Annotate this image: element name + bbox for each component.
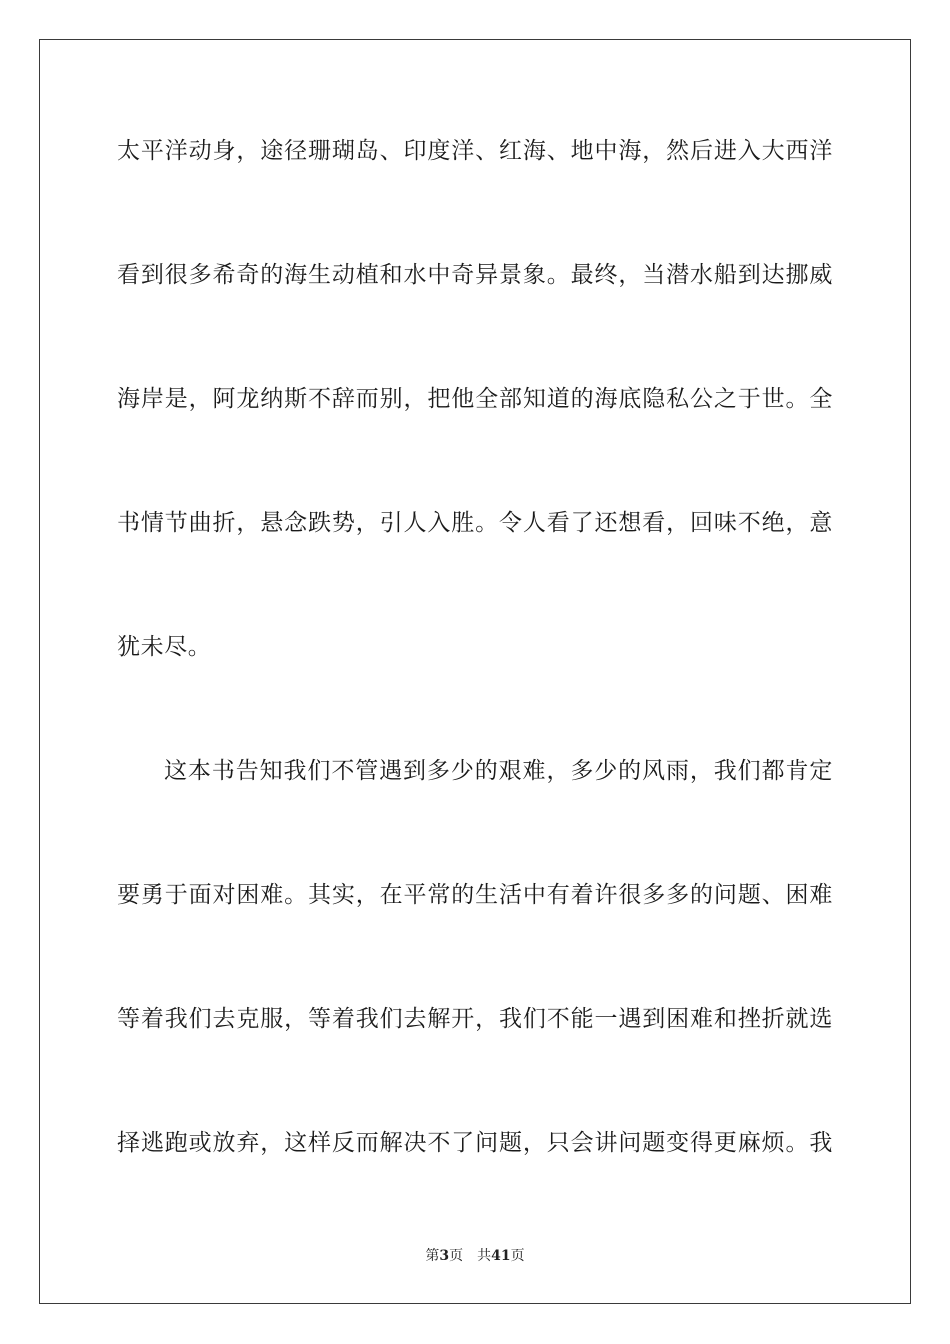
page-footer (0, 1247, 950, 1265)
body-text-line-3: 海岸是，阿龙纳斯不辞而别，把他全部知道的海底隐私公之于世。全 (117, 386, 833, 412)
page-prefix: 第 (425, 1248, 440, 1264)
body-text-line-6: 这本书告知我们不管遇到多少的艰难，多少的风雨，我们都肯定 (164, 758, 833, 784)
page-border (39, 39, 911, 1304)
page-suffix: 页 (449, 1248, 464, 1264)
total-pages: 41 (491, 1248, 511, 1264)
body-text-line-1: 太平洋动身，途径珊瑚岛、印度洋、红海、地中海，然后进入大西洋 (117, 138, 833, 164)
body-text-line-2: 看到很多希奇的海生动植和水中奇异景象。最终，当潜水船到达挪威 (117, 262, 833, 288)
body-text-line-5: 犹未尽。 (117, 634, 212, 660)
page-number: 3 (439, 1248, 450, 1264)
body-text-line-9: 择逃跑或放弃，这样反而解决不了问题，只会讲问题变得更麻烦。我 (117, 1130, 833, 1156)
total-suffix: 页 (510, 1248, 525, 1264)
body-text-line-8: 等着我们去克服，等着我们去解开，我们不能一遇到困难和挫折就选 (117, 1006, 833, 1032)
body-text-line-4: 书情节曲折，悬念跌势，引人入胜。令人看了还想看，回味不绝，意 (117, 510, 833, 536)
total-prefix: 共 (477, 1248, 492, 1264)
body-text-line-7: 要勇于面对困难。其实，在平常的生活中有着许很多多的问题、困难 (117, 882, 833, 908)
